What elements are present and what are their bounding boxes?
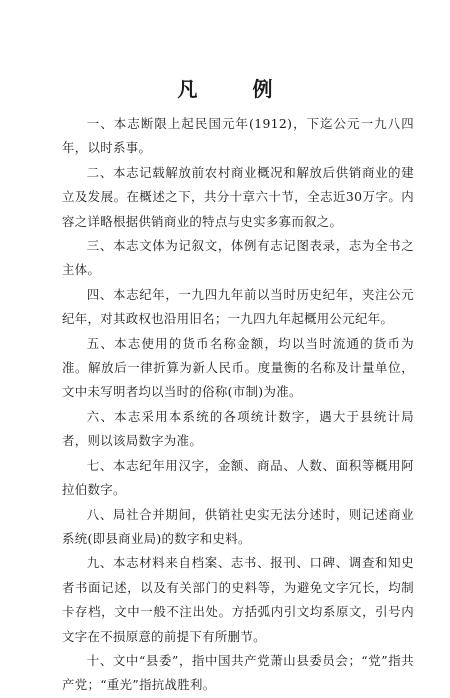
paragraph-1: 一、本志断限上起民国元年(1912)，下迄公元一九八四年，以时系事。 (62, 116, 414, 156)
paragraph-5: 五、本志使用的货币名称金额，均以当时流通的货币为准。解放后一律折算为新人民币。度量衡的名称及计量单位，文中未写明者均以当时的俗称(市制)为准。 (62, 335, 414, 400)
document-body (62, 112, 414, 698)
paragraph-3: 三、本志文体为记叙文，体例有志记图表录，志为全书之主体。 (62, 238, 414, 278)
paragraph-9: 九、本志材料来自档案、志书、报刊、口碑、调查和知史者书面记述，以及有关部门的史料等，为避免文字冗长，均制卡存档，文中一般不注出处。方括弧内引文均系原文，引号内文字在不损原意的前提下有所删节。 (62, 555, 414, 644)
paragraph-2: 二、本志记载解放前农村商业概况和解放后供销商业的建立及发展。在概述之下，共分十章六十节，全志近30万字。内容之详略根据供销商业的特点与史实多寡而叙之。 (62, 164, 414, 229)
paragraph-10: 十、文中“县委”，指中国共产党萧山县委员会；“党”指共产党；“重光”指抗战胜利。 (62, 652, 414, 693)
paragraph-4: 四、本志纪年，一九四九年前以当时历史纪年，夹注公元纪年，对其政权也沿用旧名；一九四九年起概用公元纪年。 (62, 286, 414, 327)
paragraph-7: 七、本志纪年用汉字，金额、商品、人数、面积等概用阿拉伯数字。 (62, 457, 414, 498)
page-title: 凡 例 (177, 77, 297, 101)
paragraph-8: 八、局社合并期间，供销社史实无法分述时，则记述商业系统(即县商业局)的数字和史料。 (62, 506, 414, 546)
paragraph-6: 六、本志采用本系统的各项统计数字，遇大于县统计局者，则以该局数字为准。 (62, 408, 414, 449)
